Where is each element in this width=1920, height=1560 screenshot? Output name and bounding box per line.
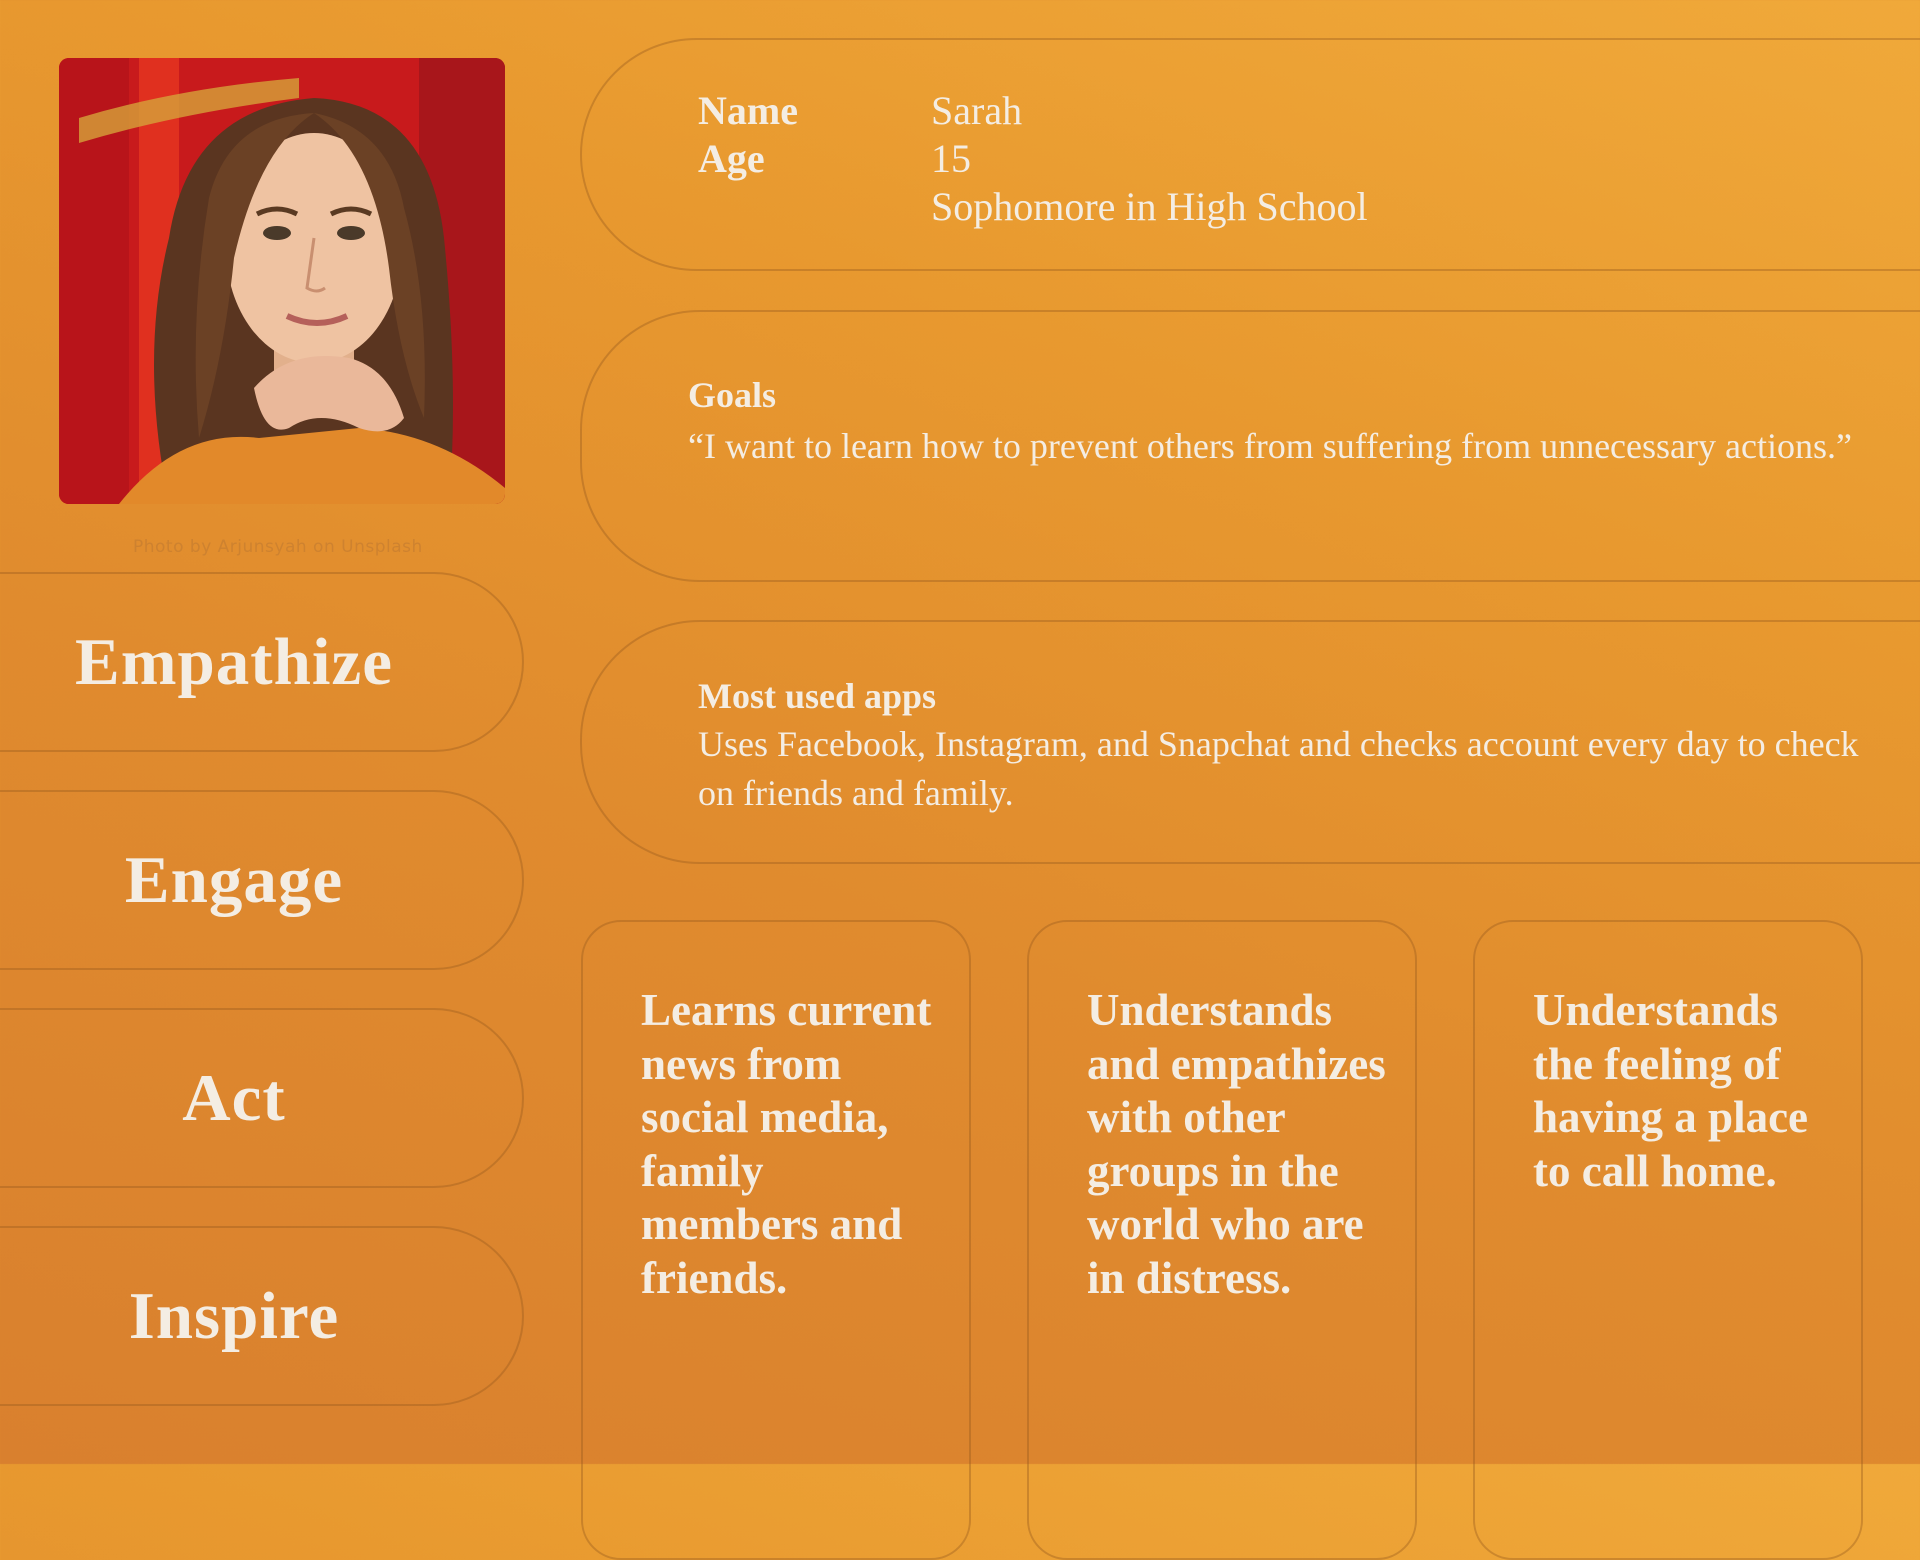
- age-value: 15: [931, 136, 971, 181]
- goals-section: [688, 370, 1868, 473]
- persona-photo: [59, 58, 505, 504]
- apps-heading: Most used apps: [698, 676, 937, 716]
- name-label: Name: [698, 88, 798, 133]
- nav-empathize-label: Empathize: [75, 624, 393, 699]
- apps-text: Uses Facebook, Instagram, and Snapchat and checks account every day to check on friends and family.: [698, 724, 1859, 813]
- apps-section: [698, 672, 1878, 818]
- grade-spacer: [698, 183, 931, 231]
- age-label: Age: [698, 136, 765, 181]
- nav-inspire-label: Inspire: [128, 1278, 340, 1353]
- profile-details: [698, 87, 1368, 231]
- insight-card-2-text: Understands and empathizes with other groups in the world who are in distress.: [1087, 985, 1386, 1303]
- goals-text: “I want to learn how to prevent others from suffering from unnecessary actions.”: [688, 426, 1852, 466]
- insight-card-1-text: Learns current news from social media, family members and friends.: [641, 985, 932, 1303]
- name-value: Sarah: [931, 88, 1023, 133]
- goals-heading: Goals: [688, 375, 777, 415]
- grade-value: Sophomore in High School: [931, 184, 1368, 229]
- persona-photo-illustration: [59, 58, 505, 504]
- insight-card-3-text: Understands the feeling of having a place to call home.: [1533, 985, 1809, 1196]
- nav-empathize[interactable]: [0, 572, 524, 752]
- nav-engage-label: Engage: [124, 842, 344, 917]
- photo-credit: Photo by Arjunsyah on Unsplash: [133, 537, 423, 557]
- nav-engage[interactable]: [0, 790, 524, 970]
- nav-act[interactable]: [0, 1008, 524, 1188]
- nav-inspire[interactable]: [0, 1226, 524, 1406]
- nav-act-label: Act: [182, 1060, 286, 1135]
